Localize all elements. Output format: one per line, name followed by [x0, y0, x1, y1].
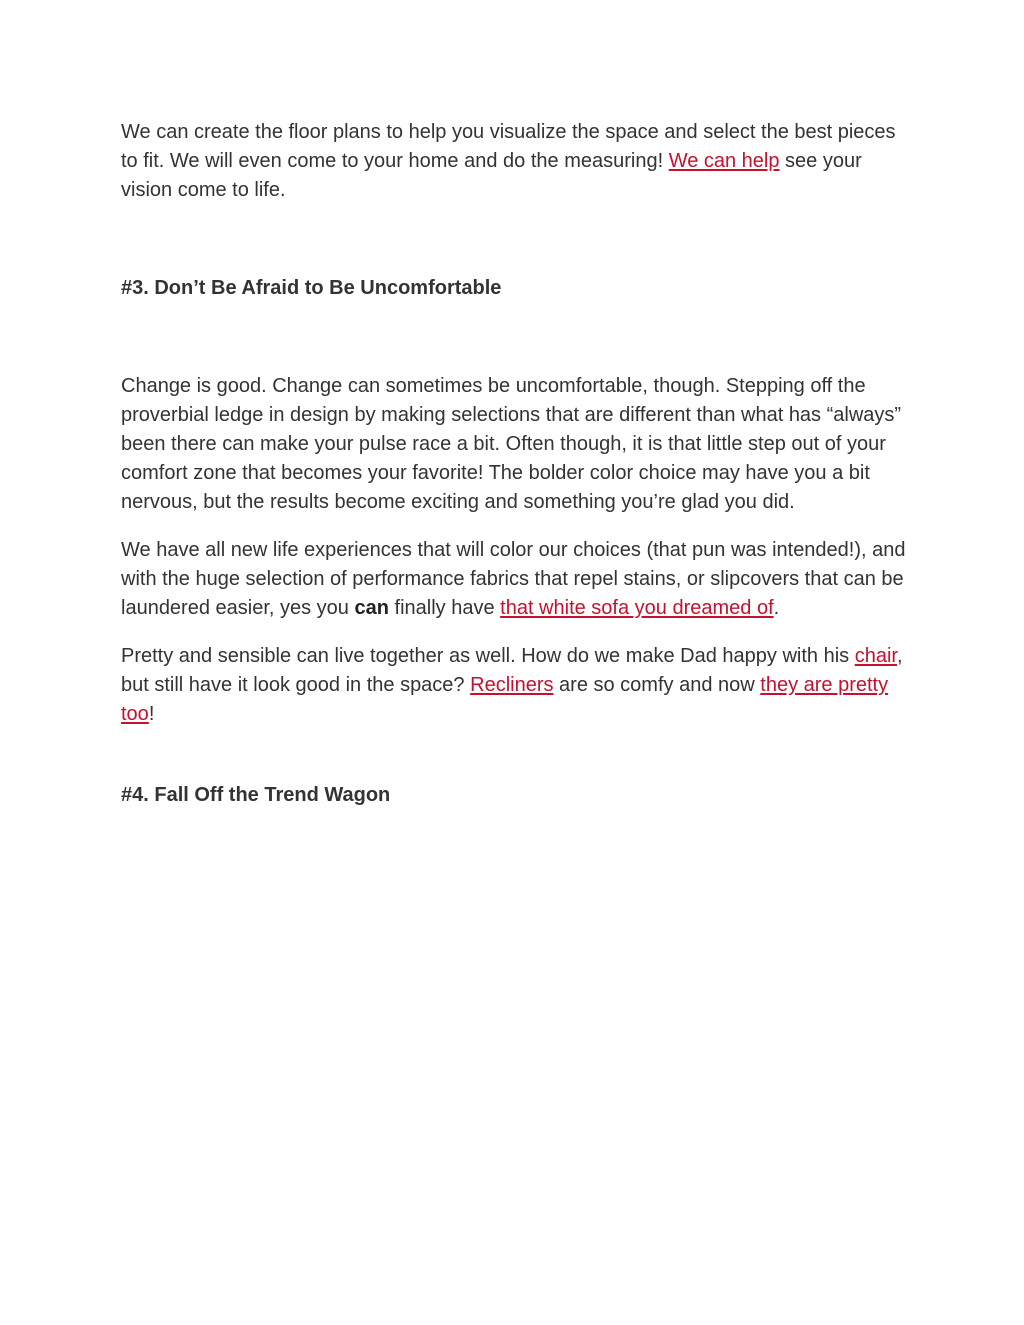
paragraph-new-life-experiences	[121, 536, 911, 623]
paragraph-pretty-and-sensible	[121, 642, 911, 729]
paragraph-text: We can create the floor plans to help you visualize the space and select the best pieces to fit. We will even come to your home and do the measuring!	[121, 121, 896, 172]
link-pretty-too[interactable]: they are pretty too	[121, 674, 889, 725]
paragraph-text: , but still have it look good in the space?	[121, 645, 903, 696]
link-white-sofa[interactable]: that white sofa you dreamed of	[500, 597, 774, 619]
paragraph-text: are so comfy and now	[553, 674, 761, 696]
paragraph-text: Pretty and sensible can live together as well. How do we make Dad happy with his	[121, 645, 855, 667]
paragraph-text: see your vision come to life.	[121, 150, 862, 201]
link-we-can-help[interactable]: We can help	[668, 150, 780, 172]
link-recliners[interactable]: Recliners	[470, 674, 554, 696]
paragraph-text: We have all new life experiences that will color our choices (that pun was intended!), and with the huge selection of performance fabrics that repel stains, or slipcovers that can be laundered easier, yes you	[121, 539, 906, 619]
heading-fall-off-trend-wagon: #4. Fall Off the Trend Wagon	[121, 784, 391, 806]
paragraph-text: !	[148, 703, 155, 725]
bold-emphasis: can	[354, 597, 389, 619]
paragraph-text: finally have	[388, 597, 501, 619]
paragraph-text: .	[773, 597, 780, 619]
paragraph-change-is-good: Change is good. Change can sometimes be uncomfortable, though. Stepping off the proverbial ledge in design by making selections that are different than what has “always” been there can make your pulse race a bit. Often though, it is that little step out of your comfort zone that becomes your favorite! The bolder color choice may have you a bit nervous, but the results become exciting and something you’re glad you did.	[121, 375, 902, 513]
heading-dont-be-afraid: #3. Don’t Be Afraid to Be Uncomfortable	[121, 277, 502, 299]
link-chair[interactable]: chair	[854, 645, 897, 667]
document-page	[121, 118, 911, 810]
paragraph-floor-plans	[121, 118, 911, 205]
